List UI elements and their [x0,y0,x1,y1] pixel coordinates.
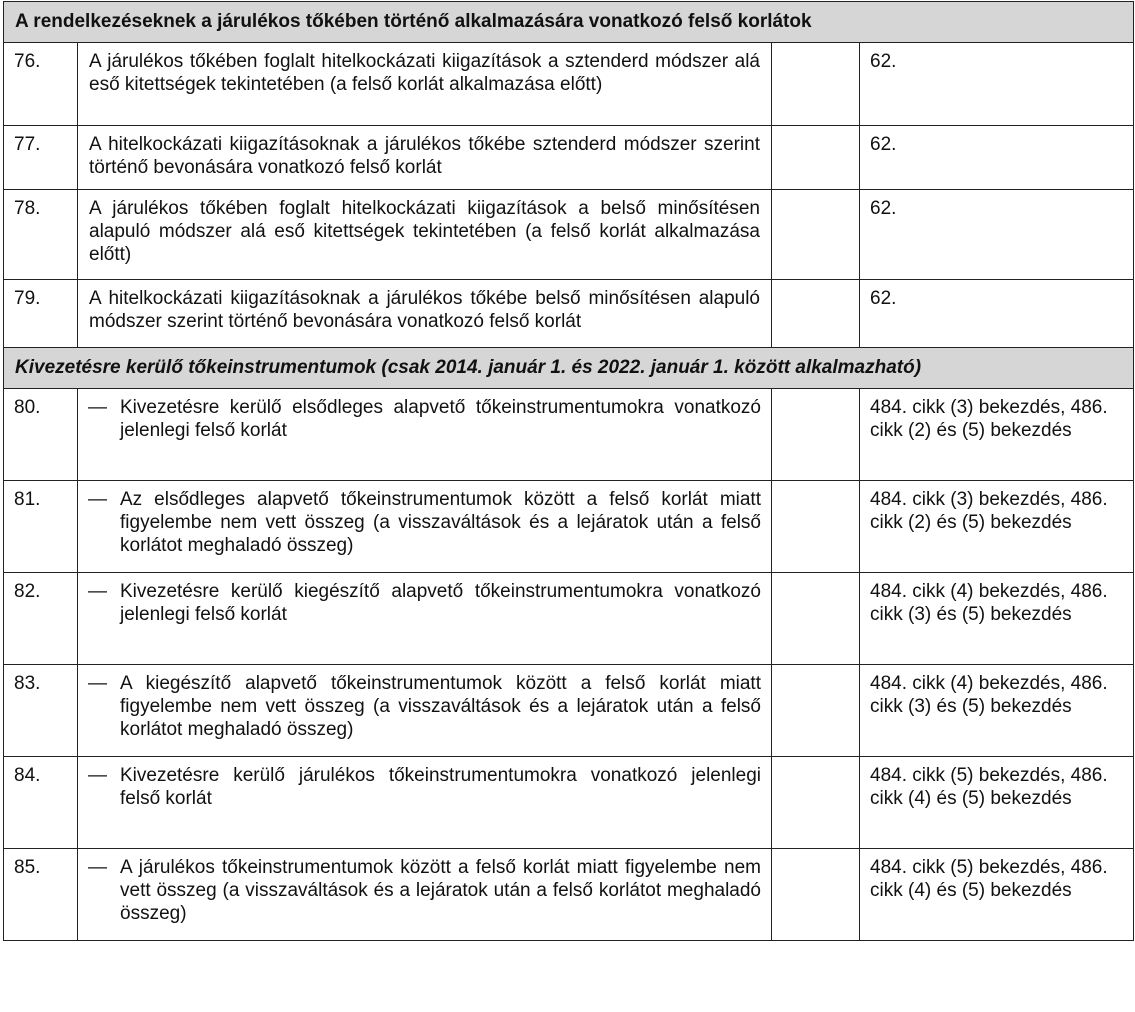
section-title: A rendelkezéseknek a járulékos tőkében történő alkalmazására vonatkozó felső korlátok [4,2,1134,43]
regulation-table-page [3,1,1133,941]
empty-cell [772,757,860,849]
empty-cell [772,126,860,190]
table-row [4,43,1134,126]
row-reference: 484. cikk (3) bekezdés, 486. cikk (2) és (5) bekezdés [860,481,1134,573]
row-number: 81. [4,481,78,573]
table-row [4,389,1134,481]
row-description [78,389,772,481]
row-reference: 484. cikk (5) bekezdés, 486. cikk (4) és (5) bekezdés [860,757,1134,849]
row-number: 84. [4,757,78,849]
row-description-text: Kivezetésre kerülő járulékos tőkeinstrumentumokra vonatkozó jelenlegi felső korlát [120,765,761,809]
table-row [4,849,1134,941]
row-number: 80. [4,389,78,481]
dash-marker: — [88,397,107,418]
empty-cell [772,280,860,348]
row-reference: 484. cikk (3) bekezdés, 486. cikk (2) és (5) bekezdés [860,389,1134,481]
row-description-text: Kivezetésre kerülő elsődleges alapvető tőkeinstrumentumokra vonatkozó jelenlegi felső korlát [120,397,761,441]
section-header-row [4,2,1134,43]
section-title: Kivezetésre kerülő tőkeinstrumentumok (csak 2014. január 1. és 2022. január 1. között alkalmazható) [4,348,1134,389]
row-description [78,573,772,665]
row-number: 85. [4,849,78,941]
dash-marker: — [88,765,107,786]
empty-cell [772,43,860,126]
row-reference: 484. cikk (4) bekezdés, 486. cikk (3) és (5) bekezdés [860,665,1134,757]
row-description-text: Kivezetésre kerülő kiegészítő alapvető tőkeinstrumentumokra vonatkozó jelenlegi felső korlát [120,581,761,625]
capital-limits-table [3,1,1134,941]
table-row [4,757,1134,849]
row-reference: 484. cikk (5) bekezdés, 486. cikk (4) és (5) bekezdés [860,849,1134,941]
row-number: 76. [4,43,78,126]
dash-marker: — [88,489,107,510]
row-reference: 62. [860,280,1134,348]
row-description: A járulékos tőkében foglalt hitelkockázati kiigazítások a sztenderd módszer alá eső kitettségek tekintetében (a felső korlát alkalmazása előtt) [78,43,772,126]
row-number: 83. [4,665,78,757]
table-row [4,280,1134,348]
table-row [4,573,1134,665]
row-description [78,757,772,849]
row-description: A járulékos tőkében foglalt hitelkockázati kiigazítások a belső minősítésen alapuló módszer alá eső kitettségek tekintetében (a felső korlát alkalmazása előtt) [78,190,772,280]
dash-marker: — [88,581,107,602]
row-description: A hitelkockázati kiigazításoknak a járulékos tőkébe belső minősítésen alapuló módszer szerint történő bevonására vonatkozó felső korlát [78,280,772,348]
row-description [78,665,772,757]
row-number: 78. [4,190,78,280]
empty-cell [772,190,860,280]
table-row [4,481,1134,573]
empty-cell [772,849,860,941]
table-row [4,665,1134,757]
table-row [4,190,1134,280]
row-description-text: A kiegészítő alapvető tőkeinstrumentumok között a felső korlát miatt figyelembe nem vett összeg (a visszaváltások és a lejáratok után a felső korlátot meghaladó összeg) [120,673,761,740]
row-reference: 62. [860,43,1134,126]
empty-cell [772,481,860,573]
row-reference: 62. [860,126,1134,190]
empty-cell [772,573,860,665]
empty-cell [772,389,860,481]
row-number: 77. [4,126,78,190]
row-description: A hitelkockázati kiigazításoknak a járulékos tőkébe sztenderd módszer szerint történő bevonására vonatkozó felső korlát [78,126,772,190]
row-number: 82. [4,573,78,665]
section-header-row [4,348,1134,389]
row-description [78,849,772,941]
dash-marker: — [88,673,107,694]
row-description-text: A járulékos tőkeinstrumentumok között a felső korlát miatt figyelembe nem vett összeg (a visszaváltások és a lejáratok után a felső korlátot meghaladó összeg) [120,857,761,924]
row-description-text: Az elsődleges alapvető tőkeinstrumentumok között a felső korlát miatt figyelembe nem vett összeg (a visszaváltások és a lejáratok után a felső korlátot meghaladó összeg) [120,489,761,556]
row-number: 79. [4,280,78,348]
dash-marker: — [88,857,107,878]
row-description [78,481,772,573]
table-row [4,126,1134,190]
row-reference: 484. cikk (4) bekezdés, 486. cikk (3) és (5) bekezdés [860,573,1134,665]
empty-cell [772,665,860,757]
row-reference: 62. [860,190,1134,280]
